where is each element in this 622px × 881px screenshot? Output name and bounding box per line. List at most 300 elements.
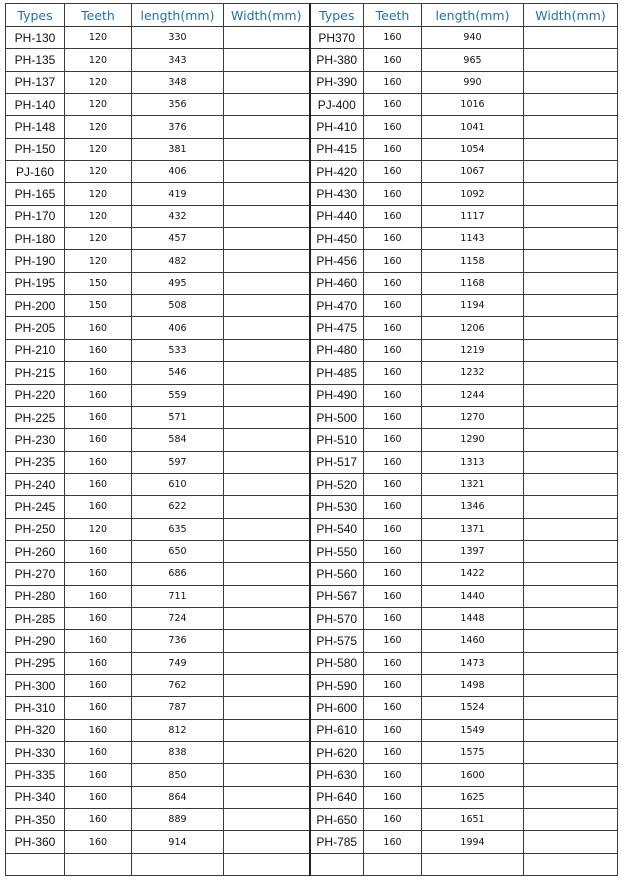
right-width-cell	[524, 429, 618, 451]
right-length-cell: 1016	[422, 94, 524, 116]
table-row	[6, 116, 618, 138]
left-teeth-cell: 160	[65, 697, 132, 719]
right-type-cell: PH-490	[310, 384, 364, 406]
right-width-cell	[524, 809, 618, 831]
right-teeth-cell: 160	[364, 406, 422, 428]
left-type-cell: PH-330	[6, 742, 65, 764]
table-row	[6, 786, 618, 808]
left-length-cell	[132, 853, 224, 875]
left-type-cell: PH-225	[6, 406, 65, 428]
left-type-cell: PH-260	[6, 540, 65, 562]
right-length-cell: 1092	[422, 183, 524, 205]
right-length-cell: 1313	[422, 451, 524, 473]
right-teeth-cell: 160	[364, 674, 422, 696]
right-type-cell: PH-440	[310, 205, 364, 227]
right-type-cell: PH-590	[310, 674, 364, 696]
table-row	[6, 295, 618, 317]
left-length-cell: 686	[132, 563, 224, 585]
right-width-cell	[524, 49, 618, 71]
right-length-cell: 1041	[422, 116, 524, 138]
table-row	[6, 540, 618, 562]
right-width-cell	[524, 272, 618, 294]
table-row	[6, 496, 618, 518]
left-teeth-cell: 120	[65, 138, 132, 160]
right-type-cell: PH-390	[310, 71, 364, 93]
right-length-cell: 1625	[422, 786, 524, 808]
left-type-cell: PH-360	[6, 831, 65, 853]
left-type-cell: PH-140	[6, 94, 65, 116]
left-type-cell: PH-300	[6, 674, 65, 696]
left-teeth-cell: 120	[65, 27, 132, 49]
left-teeth-cell: 160	[65, 429, 132, 451]
left-teeth-cell: 150	[65, 272, 132, 294]
right-teeth-cell: 160	[364, 451, 422, 473]
left-width-cell	[224, 853, 310, 875]
right-width-cell	[524, 786, 618, 808]
table-row	[6, 473, 618, 495]
left-teeth-cell: 160	[65, 563, 132, 585]
left-length-cell: 787	[132, 697, 224, 719]
right-teeth-cell: 160	[364, 831, 422, 853]
table-row	[6, 429, 618, 451]
left-type-cell: PH-215	[6, 362, 65, 384]
right-teeth-cell: 160	[364, 161, 422, 183]
left-teeth-cell: 120	[65, 94, 132, 116]
right-type-cell: PH-517	[310, 451, 364, 473]
right-type-cell: PH370	[310, 27, 364, 49]
left-width-cell	[224, 764, 310, 786]
left-length-cell: 406	[132, 161, 224, 183]
right-teeth-cell: 160	[364, 496, 422, 518]
right-type-cell: PH-480	[310, 339, 364, 361]
left-width-cell	[224, 161, 310, 183]
left-length-cell: 812	[132, 719, 224, 741]
table-row	[6, 563, 618, 585]
left-teeth-cell: 160	[65, 540, 132, 562]
left-teeth-cell: 160	[65, 786, 132, 808]
left-teeth-cell: 160	[65, 384, 132, 406]
right-width-cell	[524, 719, 618, 741]
table-row	[6, 607, 618, 629]
right-teeth-cell: 160	[364, 228, 422, 250]
left-type-cell: PH-320	[6, 719, 65, 741]
right-length-cell: 965	[422, 49, 524, 71]
left-width-cell	[224, 652, 310, 674]
right-teeth-cell: 160	[364, 384, 422, 406]
table-row	[6, 71, 618, 93]
left-teeth-cell: 160	[65, 496, 132, 518]
right-width-cell	[524, 250, 618, 272]
table-row	[6, 831, 618, 853]
right-width-cell	[524, 674, 618, 696]
left-type-cell: PH-350	[6, 809, 65, 831]
right-teeth-cell	[364, 853, 422, 875]
right-type-cell: PH-785	[310, 831, 364, 853]
table-row	[6, 585, 618, 607]
right-type-cell: PH-380	[310, 49, 364, 71]
left-width-cell	[224, 518, 310, 540]
left-width-cell	[224, 630, 310, 652]
left-type-cell: PH-230	[6, 429, 65, 451]
table-row	[6, 652, 618, 674]
left-length-cell: 559	[132, 384, 224, 406]
right-teeth-cell: 160	[364, 317, 422, 339]
right-width-cell	[524, 406, 618, 428]
left-length-cell: 597	[132, 451, 224, 473]
left-type-cell: PH-295	[6, 652, 65, 674]
table-row	[6, 339, 618, 361]
left-type-cell: PH-240	[6, 473, 65, 495]
left-width-cell	[224, 451, 310, 473]
left-width-cell	[224, 697, 310, 719]
left-width-cell	[224, 183, 310, 205]
right-length-cell: 1219	[422, 339, 524, 361]
table-row	[6, 49, 618, 71]
left-length-cell: 343	[132, 49, 224, 71]
left-type-cell: PH-200	[6, 295, 65, 317]
right-length-cell: 1117	[422, 205, 524, 227]
right-length-cell: 1270	[422, 406, 524, 428]
right-length-cell: 1158	[422, 250, 524, 272]
right-length-cell: 1290	[422, 429, 524, 451]
left-length-cell: 635	[132, 518, 224, 540]
right-length-cell: 1067	[422, 161, 524, 183]
right-width-cell	[524, 317, 618, 339]
right-length-cell: 1498	[422, 674, 524, 696]
left-type-cell: PH-280	[6, 585, 65, 607]
right-teeth-cell: 160	[364, 339, 422, 361]
right-teeth-cell: 160	[364, 607, 422, 629]
right-width-cell	[524, 630, 618, 652]
right-width-cell	[524, 71, 618, 93]
left-teeth-cell: 120	[65, 161, 132, 183]
left-length-cell: 622	[132, 496, 224, 518]
left-teeth-cell: 160	[65, 630, 132, 652]
right-type-cell: PH-640	[310, 786, 364, 808]
right-type-cell: PH-485	[310, 362, 364, 384]
left-width-cell	[224, 49, 310, 71]
left-width-cell	[224, 473, 310, 495]
left-width-cell	[224, 228, 310, 250]
left-width-cell	[224, 339, 310, 361]
left-length-cell: 584	[132, 429, 224, 451]
left-width-cell	[224, 674, 310, 696]
table-row	[6, 362, 618, 384]
left-teeth-cell: 160	[65, 742, 132, 764]
left-length-cell: 419	[132, 183, 224, 205]
left-teeth-cell: 150	[65, 295, 132, 317]
left-width-cell	[224, 742, 310, 764]
header-types-right: Types	[310, 4, 364, 27]
right-length-cell: 1422	[422, 563, 524, 585]
left-width-cell	[224, 719, 310, 741]
right-type-cell: PH-456	[310, 250, 364, 272]
left-width-cell	[224, 272, 310, 294]
left-type-cell: PH-250	[6, 518, 65, 540]
right-width-cell	[524, 27, 618, 49]
left-length-cell: 376	[132, 116, 224, 138]
left-length-cell: 482	[132, 250, 224, 272]
right-length-cell: 1575	[422, 742, 524, 764]
left-length-cell: 508	[132, 295, 224, 317]
left-type-cell: PH-310	[6, 697, 65, 719]
right-type-cell: PH-460	[310, 272, 364, 294]
right-teeth-cell: 160	[364, 49, 422, 71]
right-length-cell: 1194	[422, 295, 524, 317]
left-type-cell: PH-335	[6, 764, 65, 786]
right-width-cell	[524, 607, 618, 629]
table-row	[6, 250, 618, 272]
left-type-cell: PH-210	[6, 339, 65, 361]
right-teeth-cell: 160	[364, 71, 422, 93]
right-length-cell: 1244	[422, 384, 524, 406]
table-row	[6, 451, 618, 473]
right-teeth-cell: 160	[364, 742, 422, 764]
right-length-cell: 1054	[422, 138, 524, 160]
left-type-cell: PH-220	[6, 384, 65, 406]
left-teeth-cell: 160	[65, 607, 132, 629]
left-width-cell	[224, 27, 310, 49]
left-teeth-cell: 160	[65, 585, 132, 607]
right-width-cell	[524, 518, 618, 540]
right-type-cell: PH-530	[310, 496, 364, 518]
left-width-cell	[224, 585, 310, 607]
right-width-cell	[524, 384, 618, 406]
left-length-cell: 736	[132, 630, 224, 652]
left-length-cell: 914	[132, 831, 224, 853]
right-width-cell	[524, 697, 618, 719]
left-length-cell: 711	[132, 585, 224, 607]
table-row	[6, 384, 618, 406]
header-width-right: Width(mm)	[524, 4, 618, 27]
right-length-cell: 1549	[422, 719, 524, 741]
left-teeth-cell: 160	[65, 473, 132, 495]
right-teeth-cell: 160	[364, 429, 422, 451]
right-width-cell	[524, 161, 618, 183]
right-length-cell: 1346	[422, 496, 524, 518]
table-row	[6, 161, 618, 183]
right-type-cell: PH-567	[310, 585, 364, 607]
right-teeth-cell: 160	[364, 183, 422, 205]
right-teeth-cell: 160	[364, 630, 422, 652]
right-type-cell: PH-540	[310, 518, 364, 540]
right-type-cell: PH-570	[310, 607, 364, 629]
right-teeth-cell: 160	[364, 764, 422, 786]
left-type-cell: PH-235	[6, 451, 65, 473]
right-teeth-cell: 160	[364, 786, 422, 808]
left-teeth-cell: 160	[65, 831, 132, 853]
left-teeth-cell: 120	[65, 71, 132, 93]
right-type-cell: PH-430	[310, 183, 364, 205]
right-type-cell: PH-450	[310, 228, 364, 250]
right-length-cell: 990	[422, 71, 524, 93]
left-type-cell: PH-270	[6, 563, 65, 585]
right-type-cell: PH-560	[310, 563, 364, 585]
table-row	[6, 809, 618, 831]
right-type-cell	[310, 853, 364, 875]
left-length-cell: 330	[132, 27, 224, 49]
right-teeth-cell: 160	[364, 563, 422, 585]
left-width-cell	[224, 607, 310, 629]
table-row	[6, 317, 618, 339]
right-width-cell	[524, 652, 618, 674]
right-type-cell: PH-500	[310, 406, 364, 428]
right-type-cell: PH-600	[310, 697, 364, 719]
left-teeth-cell: 160	[65, 809, 132, 831]
table-row	[6, 183, 618, 205]
header-types: Types	[6, 4, 65, 27]
right-length-cell: 1460	[422, 630, 524, 652]
right-width-cell	[524, 540, 618, 562]
right-length-cell: 1524	[422, 697, 524, 719]
left-length-cell: 650	[132, 540, 224, 562]
left-teeth-cell: 120	[65, 116, 132, 138]
header-teeth: Teeth	[65, 4, 132, 27]
left-type-cell: PH-195	[6, 272, 65, 294]
right-length-cell: 1440	[422, 585, 524, 607]
left-length-cell: 546	[132, 362, 224, 384]
right-width-cell	[524, 339, 618, 361]
left-type-cell: PH-205	[6, 317, 65, 339]
left-teeth-cell: 160	[65, 362, 132, 384]
right-teeth-cell: 160	[364, 585, 422, 607]
right-type-cell: PH-470	[310, 295, 364, 317]
left-width-cell	[224, 295, 310, 317]
header-length: length(mm)	[132, 4, 224, 27]
right-width-cell	[524, 228, 618, 250]
right-teeth-cell: 160	[364, 809, 422, 831]
right-width-cell	[524, 585, 618, 607]
right-type-cell: PH-550	[310, 540, 364, 562]
left-type-cell: PJ-160	[6, 161, 65, 183]
right-type-cell: PH-520	[310, 473, 364, 495]
right-type-cell: PH-650	[310, 809, 364, 831]
right-width-cell	[524, 451, 618, 473]
left-width-cell	[224, 786, 310, 808]
right-width-cell	[524, 473, 618, 495]
right-teeth-cell: 160	[364, 295, 422, 317]
belt-spec-table	[5, 3, 618, 876]
left-teeth-cell	[65, 853, 132, 875]
right-type-cell: PH-510	[310, 429, 364, 451]
right-teeth-cell: 160	[364, 719, 422, 741]
right-type-cell: PH-630	[310, 764, 364, 786]
left-width-cell	[224, 362, 310, 384]
left-length-cell: 348	[132, 71, 224, 93]
left-length-cell: 432	[132, 205, 224, 227]
left-teeth-cell: 160	[65, 719, 132, 741]
left-length-cell: 533	[132, 339, 224, 361]
right-length-cell: 1397	[422, 540, 524, 562]
left-length-cell: 406	[132, 317, 224, 339]
right-teeth-cell: 160	[364, 518, 422, 540]
header-teeth-right: Teeth	[364, 4, 422, 27]
right-width-cell	[524, 853, 618, 875]
right-length-cell: 1232	[422, 362, 524, 384]
right-width-cell	[524, 295, 618, 317]
table-row	[6, 27, 618, 49]
header-width: Width(mm)	[224, 4, 310, 27]
left-length-cell: 457	[132, 228, 224, 250]
right-teeth-cell: 160	[364, 250, 422, 272]
left-teeth-cell: 120	[65, 228, 132, 250]
left-length-cell: 850	[132, 764, 224, 786]
left-type-cell: PH-148	[6, 116, 65, 138]
right-teeth-cell: 160	[364, 473, 422, 495]
table-row	[6, 742, 618, 764]
left-width-cell	[224, 540, 310, 562]
left-width-cell	[224, 496, 310, 518]
header-row	[6, 4, 618, 27]
left-width-cell	[224, 317, 310, 339]
left-width-cell	[224, 116, 310, 138]
right-teeth-cell: 160	[364, 205, 422, 227]
right-width-cell	[524, 138, 618, 160]
right-type-cell: PH-420	[310, 161, 364, 183]
left-teeth-cell: 160	[65, 339, 132, 361]
table-row	[6, 719, 618, 741]
right-width-cell	[524, 116, 618, 138]
left-width-cell	[224, 71, 310, 93]
right-type-cell: PH-610	[310, 719, 364, 741]
table-row	[6, 138, 618, 160]
left-teeth-cell: 120	[65, 49, 132, 71]
right-length-cell: 1651	[422, 809, 524, 831]
table-row	[6, 630, 618, 652]
left-teeth-cell: 120	[65, 183, 132, 205]
right-teeth-cell: 160	[364, 272, 422, 294]
table-row	[6, 518, 618, 540]
left-type-cell: PH-150	[6, 138, 65, 160]
right-type-cell: PH-475	[310, 317, 364, 339]
right-length-cell: 940	[422, 27, 524, 49]
right-width-cell	[524, 831, 618, 853]
left-width-cell	[224, 831, 310, 853]
table-row	[6, 697, 618, 719]
table-row	[6, 228, 618, 250]
right-width-cell	[524, 496, 618, 518]
left-teeth-cell: 160	[65, 764, 132, 786]
right-length-cell	[422, 853, 524, 875]
left-length-cell: 889	[132, 809, 224, 831]
left-length-cell: 571	[132, 406, 224, 428]
left-teeth-cell: 160	[65, 317, 132, 339]
left-teeth-cell: 160	[65, 674, 132, 696]
left-teeth-cell: 120	[65, 518, 132, 540]
right-teeth-cell: 160	[364, 138, 422, 160]
right-teeth-cell: 160	[364, 362, 422, 384]
right-width-cell	[524, 183, 618, 205]
left-length-cell: 724	[132, 607, 224, 629]
left-type-cell: PH-165	[6, 183, 65, 205]
right-teeth-cell: 160	[364, 697, 422, 719]
right-length-cell: 1994	[422, 831, 524, 853]
left-type-cell: PH-190	[6, 250, 65, 272]
left-width-cell	[224, 205, 310, 227]
right-length-cell: 1206	[422, 317, 524, 339]
header-length-right: length(mm)	[422, 4, 524, 27]
right-type-cell: PH-580	[310, 652, 364, 674]
left-teeth-cell: 160	[65, 652, 132, 674]
left-type-cell: PH-135	[6, 49, 65, 71]
table-row	[6, 674, 618, 696]
right-teeth-cell: 160	[364, 27, 422, 49]
left-type-cell	[6, 853, 65, 875]
right-length-cell: 1600	[422, 764, 524, 786]
right-width-cell	[524, 764, 618, 786]
left-teeth-cell: 120	[65, 250, 132, 272]
left-teeth-cell: 160	[65, 451, 132, 473]
